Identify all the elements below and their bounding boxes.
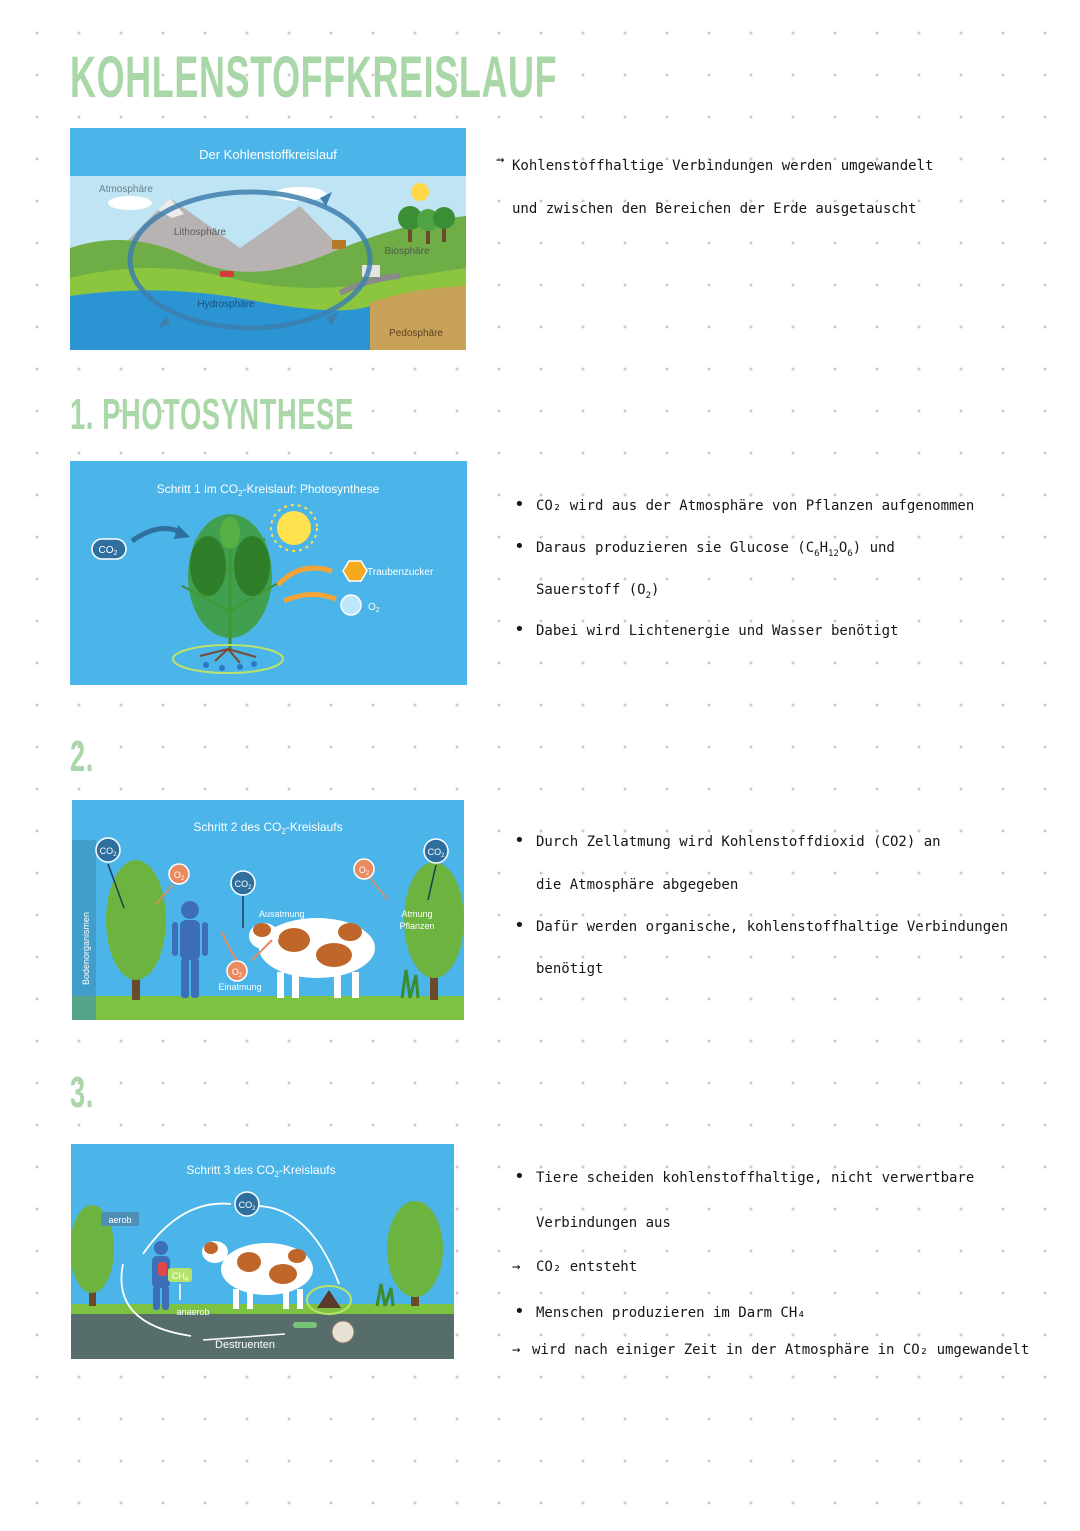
label-pedosphere: Pedosphäre — [389, 328, 443, 339]
label-lithosphere: Lithosphäre — [173, 227, 227, 238]
co2-label-center: $CO_2$ — [234, 879, 252, 891]
ch4-label: $CH_4$ — [171, 1271, 189, 1283]
decomposers-label: Destruenten — [215, 1339, 275, 1351]
notes-excretion — [512, 0, 1066, 1380]
plant-breath-label-2: Pflanzen — [399, 921, 435, 931]
co2-label-left: $CO_2$ — [99, 846, 117, 858]
animal-icon — [332, 240, 346, 249]
glucose-hexagon-icon — [343, 561, 367, 581]
note-line: • CO₂ wird aus der Atmosphäre von Pflanzen aufgenommen — [514, 494, 975, 515]
o2-label-right: $O_2$ — [358, 865, 370, 877]
water-drop-icon — [237, 664, 243, 670]
note-line: • Tiere scheiden kohlenstoffhaltige, nicht verwertbare — [514, 1166, 975, 1187]
water-drop-icon — [219, 665, 225, 671]
step2-title: Schritt 2 des $CO_2$-Kreislaufs — [193, 820, 343, 836]
section-heading-2: 2. — [70, 732, 94, 781]
note-line: benötigt — [536, 961, 604, 977]
bullet-marker: • — [514, 494, 525, 515]
decomposition-diagram — [71, 1144, 454, 1359]
bullet-marker: • — [514, 915, 525, 936]
label-hydrosphere: Hydrosphäre — [197, 299, 255, 310]
note-line: → wird nach einiger Zeit in der Atmosphäre in CO₂ umgewandelt — [512, 1342, 1030, 1358]
bullet-marker: • — [514, 1301, 525, 1322]
carbon-cycle-overview-diagram — [70, 128, 466, 350]
note-line: → Kohlenstoffhaltige Verbindungen werden umgewandelt — [496, 152, 934, 174]
note-line: → CO₂ entsteht — [512, 1259, 638, 1275]
oxygen-circle-icon — [341, 595, 361, 615]
inhale-label: Einatmung — [218, 982, 262, 992]
arrow-marker: → — [496, 152, 505, 168]
o2-label-left: $O_2$ — [173, 870, 185, 882]
note-line: • Daraus produzieren sie Glucose $(C_6H_{12}O_6)$ und — [514, 536, 895, 559]
exhale-label: Ausatmung — [259, 909, 305, 919]
water-drop-icon — [203, 662, 209, 668]
page-title: KOHLENSTOFFKREISLAUF — [70, 45, 558, 110]
co2-label-right: $CO_2$ — [427, 847, 445, 859]
o2-label-bottom: $O_2$ — [231, 967, 243, 979]
photosynthesis-diagram — [70, 461, 467, 685]
label-atmosphere: Atmosphäre — [99, 184, 153, 195]
arrow-marker: → — [512, 1259, 521, 1275]
respiration-diagram — [72, 800, 464, 1020]
note-line: und zwischen den Bereichen der Erde ausgetauscht — [512, 201, 917, 217]
bullet-marker: • — [514, 1166, 525, 1187]
car-icon — [220, 271, 234, 277]
note-line: • Menschen produzieren im Darm CH₄ — [514, 1301, 806, 1322]
soil-organisms-label: Bodenorganismen — [81, 911, 91, 985]
section-heading-photosynthesis: 1. PHOTOSYNTHESE — [70, 390, 354, 439]
note-line: • Durch Zellatmung wird Kohlenstoffdioxid (CO2) an — [514, 830, 941, 851]
arrow-marker: → — [512, 1342, 521, 1358]
bullet-marker: • — [514, 536, 525, 557]
decomposer-icon — [293, 1322, 317, 1328]
step3-title: Schritt 3 des $CO_2$-Kreislaufs — [186, 1163, 336, 1179]
sun-icon — [411, 183, 429, 201]
step1-title: Schritt 1 im $CO_2$-Kreislauf: Photosynthese — [156, 482, 380, 498]
co2-label: $CO_2$ — [238, 1200, 256, 1212]
note-line: die Atmosphäre abgegeben — [536, 877, 739, 893]
plant-breath-label-1: Atmung — [401, 909, 433, 919]
label-biosphere: Biosphäre — [384, 246, 430, 257]
note-line: • Dafür werden organische, kohlenstoffhaltige Verbindungen — [514, 915, 1009, 936]
anaerob-label: anaerob — [176, 1307, 210, 1317]
decomposer-icon — [332, 1321, 354, 1343]
aerob-label: aerob — [108, 1215, 132, 1225]
water-drop-icon — [251, 661, 257, 667]
bullet-marker: • — [514, 619, 525, 640]
cloud-icon — [108, 196, 152, 210]
co2-label: $CO_2$ — [98, 545, 118, 557]
glucose-label: Traubenzucker — [367, 567, 434, 578]
sun-icon — [277, 511, 311, 545]
oxygen-label: $O_2$ — [368, 602, 380, 614]
note-line: • Dabei wird Lichtenergie und Wasser benötigt — [514, 619, 899, 640]
note-line: Sauerstoff $(O_2)$ — [536, 582, 660, 601]
overview-title: Der Kohlenstoffkreislauf — [199, 147, 337, 162]
note-line: Verbindungen aus — [536, 1215, 671, 1231]
section-heading-3: 3. — [70, 1068, 94, 1117]
bullet-marker: • — [514, 830, 525, 851]
